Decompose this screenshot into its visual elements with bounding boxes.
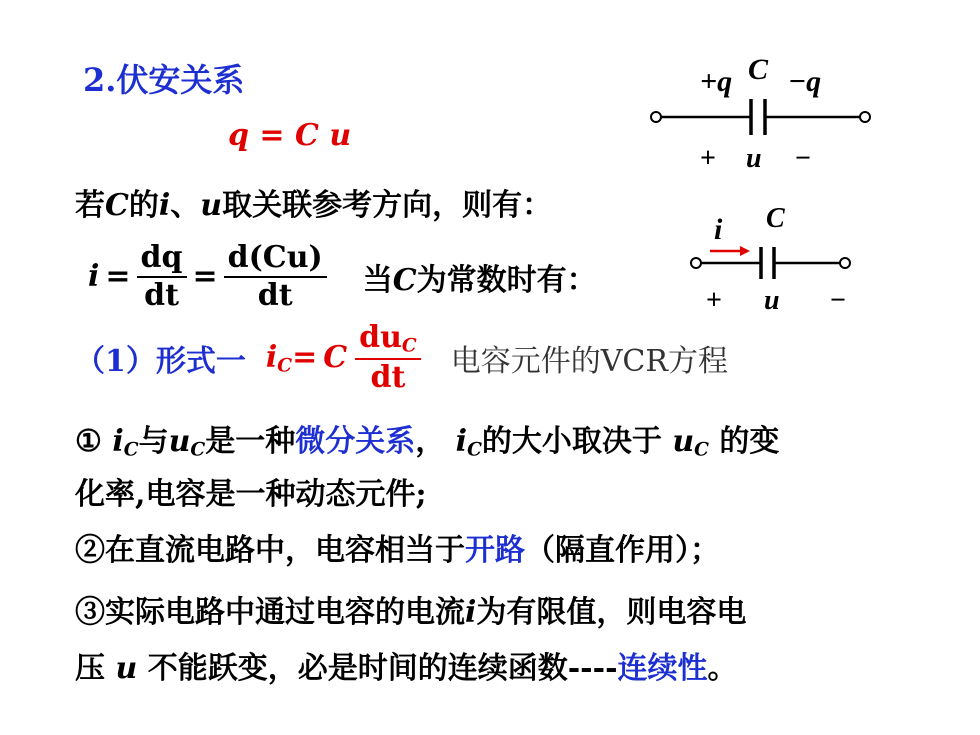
equals-sign: = [292,340,318,376]
form-one-line [75,322,728,394]
var-i: i [158,188,171,223]
capacitor-diagram-charge [640,55,880,180]
highlight-differential: 微分关系 [295,424,416,459]
highlight-continuity: 连续性 [617,651,708,686]
current-label: i [714,213,723,246]
associated-direction-line [75,180,552,224]
text-post: 取关联参考方向，则有： [222,188,553,223]
minus-q-label: −q [788,65,822,98]
numerator-dq: dq [137,242,187,278]
terminal-left [691,258,701,268]
point-three: ③实际电路中通过电容的电流i为有限值，则电容电 压 u 不能跃变，必是时间的连续函数----连续性。 [75,595,747,686]
form-one-label: （1）形式一 [75,343,246,379]
charge-formula: q = C u [228,118,352,153]
capacitance-label: C [748,55,769,86]
fraction-dCu-dt [224,242,327,311]
point-one: ① $i_C$与$u_C$是一种微分关系， $i_C$的大小取决于 $u_C$ 的变 化率,电容是一种动态元件; [75,424,780,512]
fraction-duC-dt: $\frac{du_C}{dt}$ [355,322,421,394]
var-iC: $i_C$ [265,339,293,377]
text-de: 的 [128,188,159,223]
plus-sign: + [706,285,722,315]
numerator-dCu: d(Cu) [224,242,327,278]
current-derivative-formula [88,242,597,311]
section-heading: 2.伏安关系 [83,61,245,99]
voltage-label: u [746,143,762,174]
var-i: i [88,259,100,294]
equals-sign: = [105,259,131,294]
capacitance-label: C [766,203,785,234]
current-arrow-head [740,246,750,256]
highlight-open-circuit: 开路 [465,533,525,568]
point-two: ②在直流电路中，电容相当于开路（隔直作用）； [75,533,720,568]
minus-sign: − [795,143,811,174]
constant-condition: 当C为常数时有： [362,262,597,298]
var-C: C [105,188,129,223]
denominator-dt: dt [257,277,293,313]
text-ruo: 若 [75,188,105,223]
plus-sign: + [700,143,716,174]
voltage-label: u [764,285,780,315]
terminal-right [840,258,850,268]
fraction-dq-dt [137,242,187,311]
var-u: u [200,188,223,223]
denominator-dt: dt [144,277,179,313]
var-C: C [323,340,348,376]
terminal-right [860,112,870,122]
vcr-equation-caption: 电容元件的VCR方程 [450,343,728,379]
terminal-left [651,112,661,122]
minus-sign: − [830,285,846,315]
plus-q-label: +q [700,65,733,98]
text-sep: 、 [170,188,201,223]
capacitor-diagram-current [670,195,870,315]
equals-sign-2: = [192,259,218,294]
